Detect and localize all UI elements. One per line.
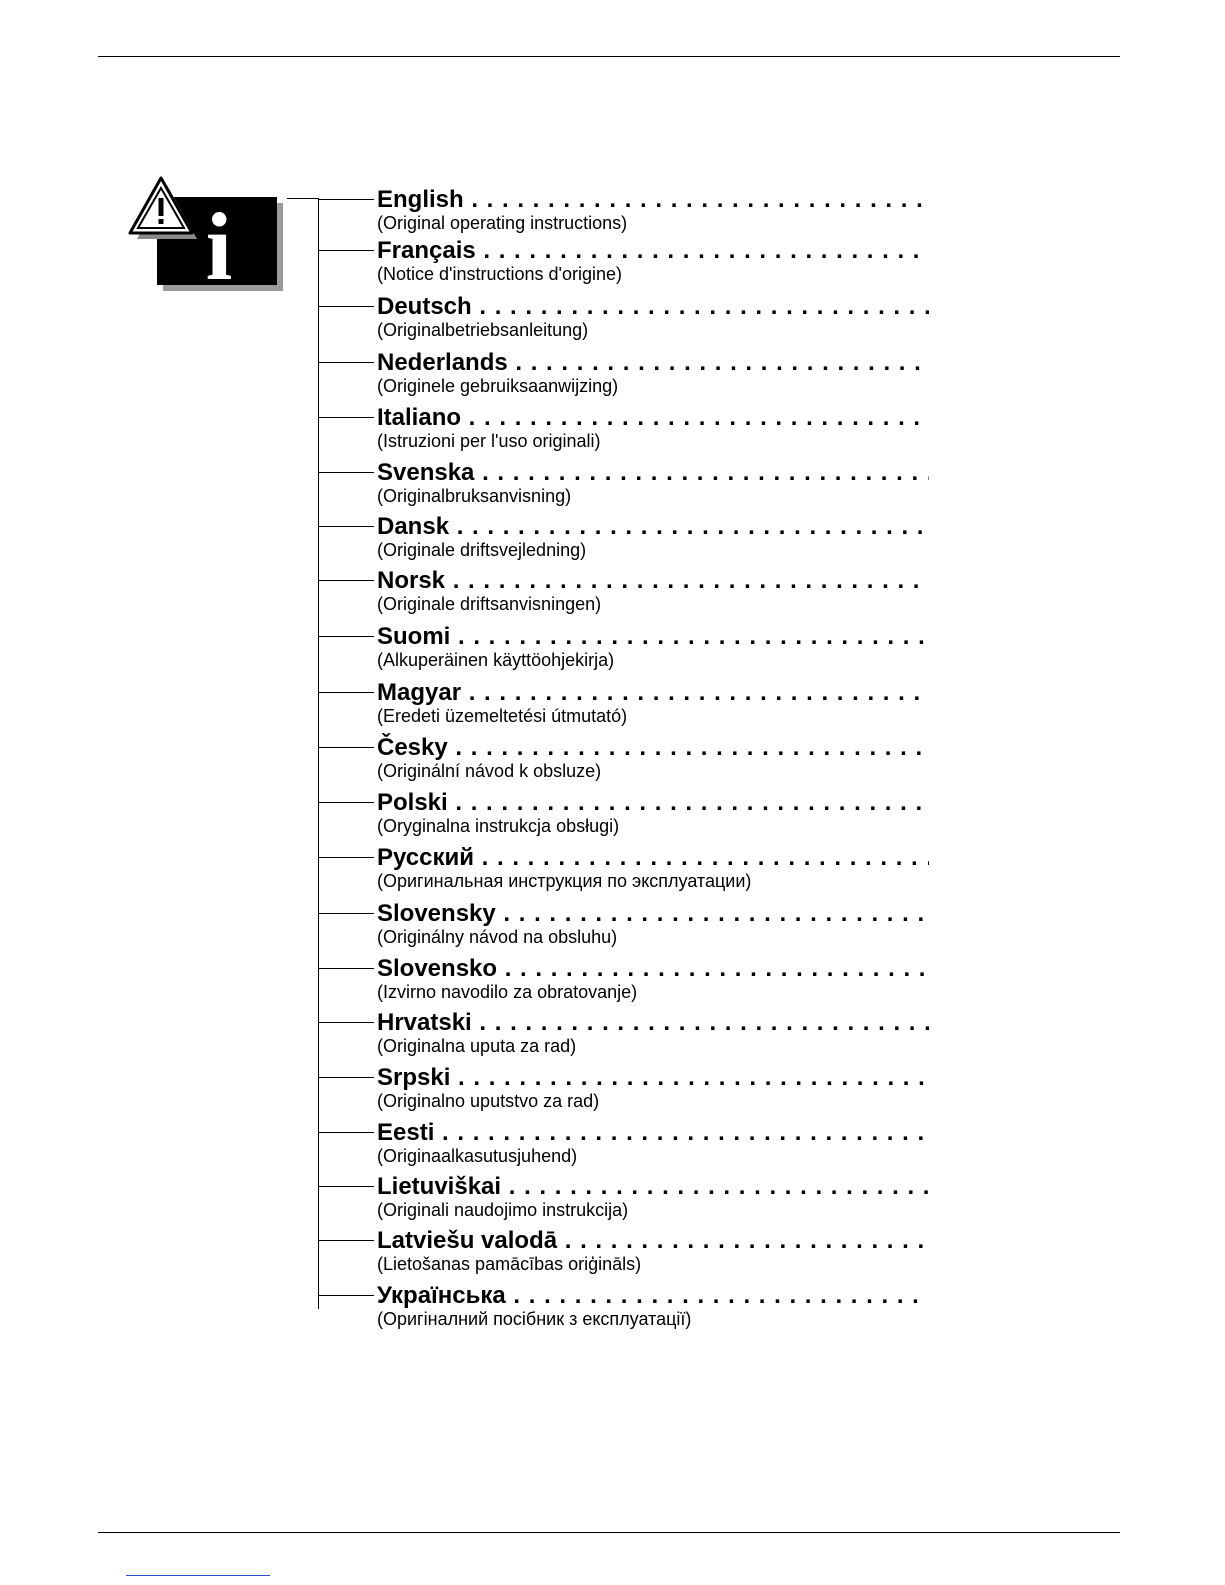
tree-branch [318,636,374,637]
language-entry-dansk[interactable] [318,512,938,564]
language-name: Česky . . . [377,733,929,763]
language-subtitle: (Notice d'instructions d'origine) [377,264,622,284]
tree-branch [318,802,374,803]
language-entry-russian[interactable] [318,843,938,895]
tree-branch [318,1186,374,1187]
language-subtitle: (Izvirno navodilo za obratovanje) [377,982,638,1002]
language-name: Norsk . . . [377,566,929,596]
language-entry-svenska[interactable] [318,458,938,510]
language-entry-lietuviskai[interactable] [318,1172,938,1224]
tree-branch [318,1022,374,1023]
language-entry-latviesu[interactable] [318,1226,938,1278]
tree-branch [318,1132,374,1133]
tree-branch [318,199,374,200]
language-entry-polski[interactable] [318,788,938,840]
tree-branch [318,1077,374,1078]
language-name: Svenska . . . [377,458,929,488]
language-name: Magyar . . . [377,678,929,708]
language-name: Hrvatski . . . [377,1008,929,1038]
language-name: Dansk . . . [377,512,929,542]
language-entry-eesti[interactable] [318,1118,938,1170]
tree-branch [318,306,374,307]
footer-link-underline[interactable] [126,1575,270,1576]
language-name: Lietuviškai . . . [377,1172,929,1202]
language-subtitle: (Originale driftsanvisningen) [377,594,602,614]
language-subtitle: (Originalno uputstvo za rad) [377,1091,600,1111]
language-name: Slovensko . . . [377,954,929,984]
language-name: English . . . [377,185,929,215]
language-entry-nederlands[interactable] [318,348,938,400]
language-entry-slovensky[interactable] [318,899,938,951]
language-name: Slovensky . . . [377,899,929,929]
tree-branch [318,857,374,858]
language-name: Nederlands . . . [377,348,929,378]
warning-info-icon [128,176,288,296]
tree-branch [318,692,374,693]
language-name: Українська . . . [377,1281,929,1311]
language-entry-magyar[interactable] [318,678,938,730]
language-name: Eesti . . . [377,1118,929,1148]
tree-branch [318,1240,374,1241]
tree-branch [318,417,374,418]
language-subtitle: (Originalbetriebsanleitung) [377,320,589,340]
language-subtitle: (Lietošanas pamācības oriģināls) [377,1254,642,1274]
language-entry-norsk[interactable] [318,566,938,618]
language-entry-francais[interactable] [318,236,938,288]
language-entry-english[interactable] [318,185,938,237]
tree-branch [318,747,374,748]
language-entry-deutsch[interactable] [318,292,938,344]
tree-branch [318,1295,374,1296]
language-entry-ukrainian[interactable] [318,1281,938,1333]
tree-branch [318,472,374,473]
language-subtitle: (Оригинальная инструкция по эксплуатации) [377,871,752,891]
language-name: Latviešu valodā . . . [377,1226,929,1256]
language-name: Deutsch . . . [377,292,929,322]
language-entry-slovensko[interactable] [318,954,938,1006]
language-name: Srpski . . . [377,1063,929,1093]
language-subtitle: (Originální návod k obsluze) [377,761,602,781]
footer-rule [98,1532,1120,1533]
language-subtitle: (Originaalkasutusjuhend) [377,1146,578,1166]
language-subtitle: (Oryginalna instrukcja obsługi) [377,816,620,836]
language-subtitle: (Originálny návod na obsluhu) [377,927,618,947]
svg-text:i: i [205,193,233,296]
language-subtitle: (Originele gebruiksaanwijzing) [377,376,619,396]
language-subtitle: (Originale driftsvejledning) [377,540,587,560]
language-name: Русский . . . [377,843,929,873]
language-subtitle: (Alkuperäinen käyttöohjekirja) [377,650,615,670]
language-subtitle: (Istruzioni per l'uso originali) [377,431,601,451]
language-entry-italiano[interactable] [318,403,938,455]
language-subtitle: (Eredeti üzemeltetési útmutató) [377,706,628,726]
tree-branch [318,250,374,251]
tree-branch [318,968,374,969]
language-subtitle: (Originalna uputa za rad) [377,1036,577,1056]
language-subtitle: (Originalbruksanvisning) [377,486,572,506]
language-subtitle: (Originali naudojimo instrukcija) [377,1200,629,1220]
tree-stub [287,198,319,199]
tree-branch [318,580,374,581]
tree-branch [318,362,374,363]
language-subtitle: (Original operating instructions) [377,213,628,233]
language-entry-suomi[interactable] [318,622,938,674]
language-name: Polski . . . [377,788,929,818]
language-entry-srpski[interactable] [318,1063,938,1115]
language-entry-hrvatski[interactable] [318,1008,938,1060]
language-entry-cesky[interactable] [318,733,938,785]
language-name: Français . . . [377,236,929,266]
tree-branch [318,526,374,527]
tree-branch [318,913,374,914]
header-rule [98,56,1120,57]
language-subtitle: (Оригіналний посібник з експлуатації) [377,1309,692,1329]
language-name: Suomi . . . [377,622,929,652]
language-name: Italiano . . . [377,403,929,433]
